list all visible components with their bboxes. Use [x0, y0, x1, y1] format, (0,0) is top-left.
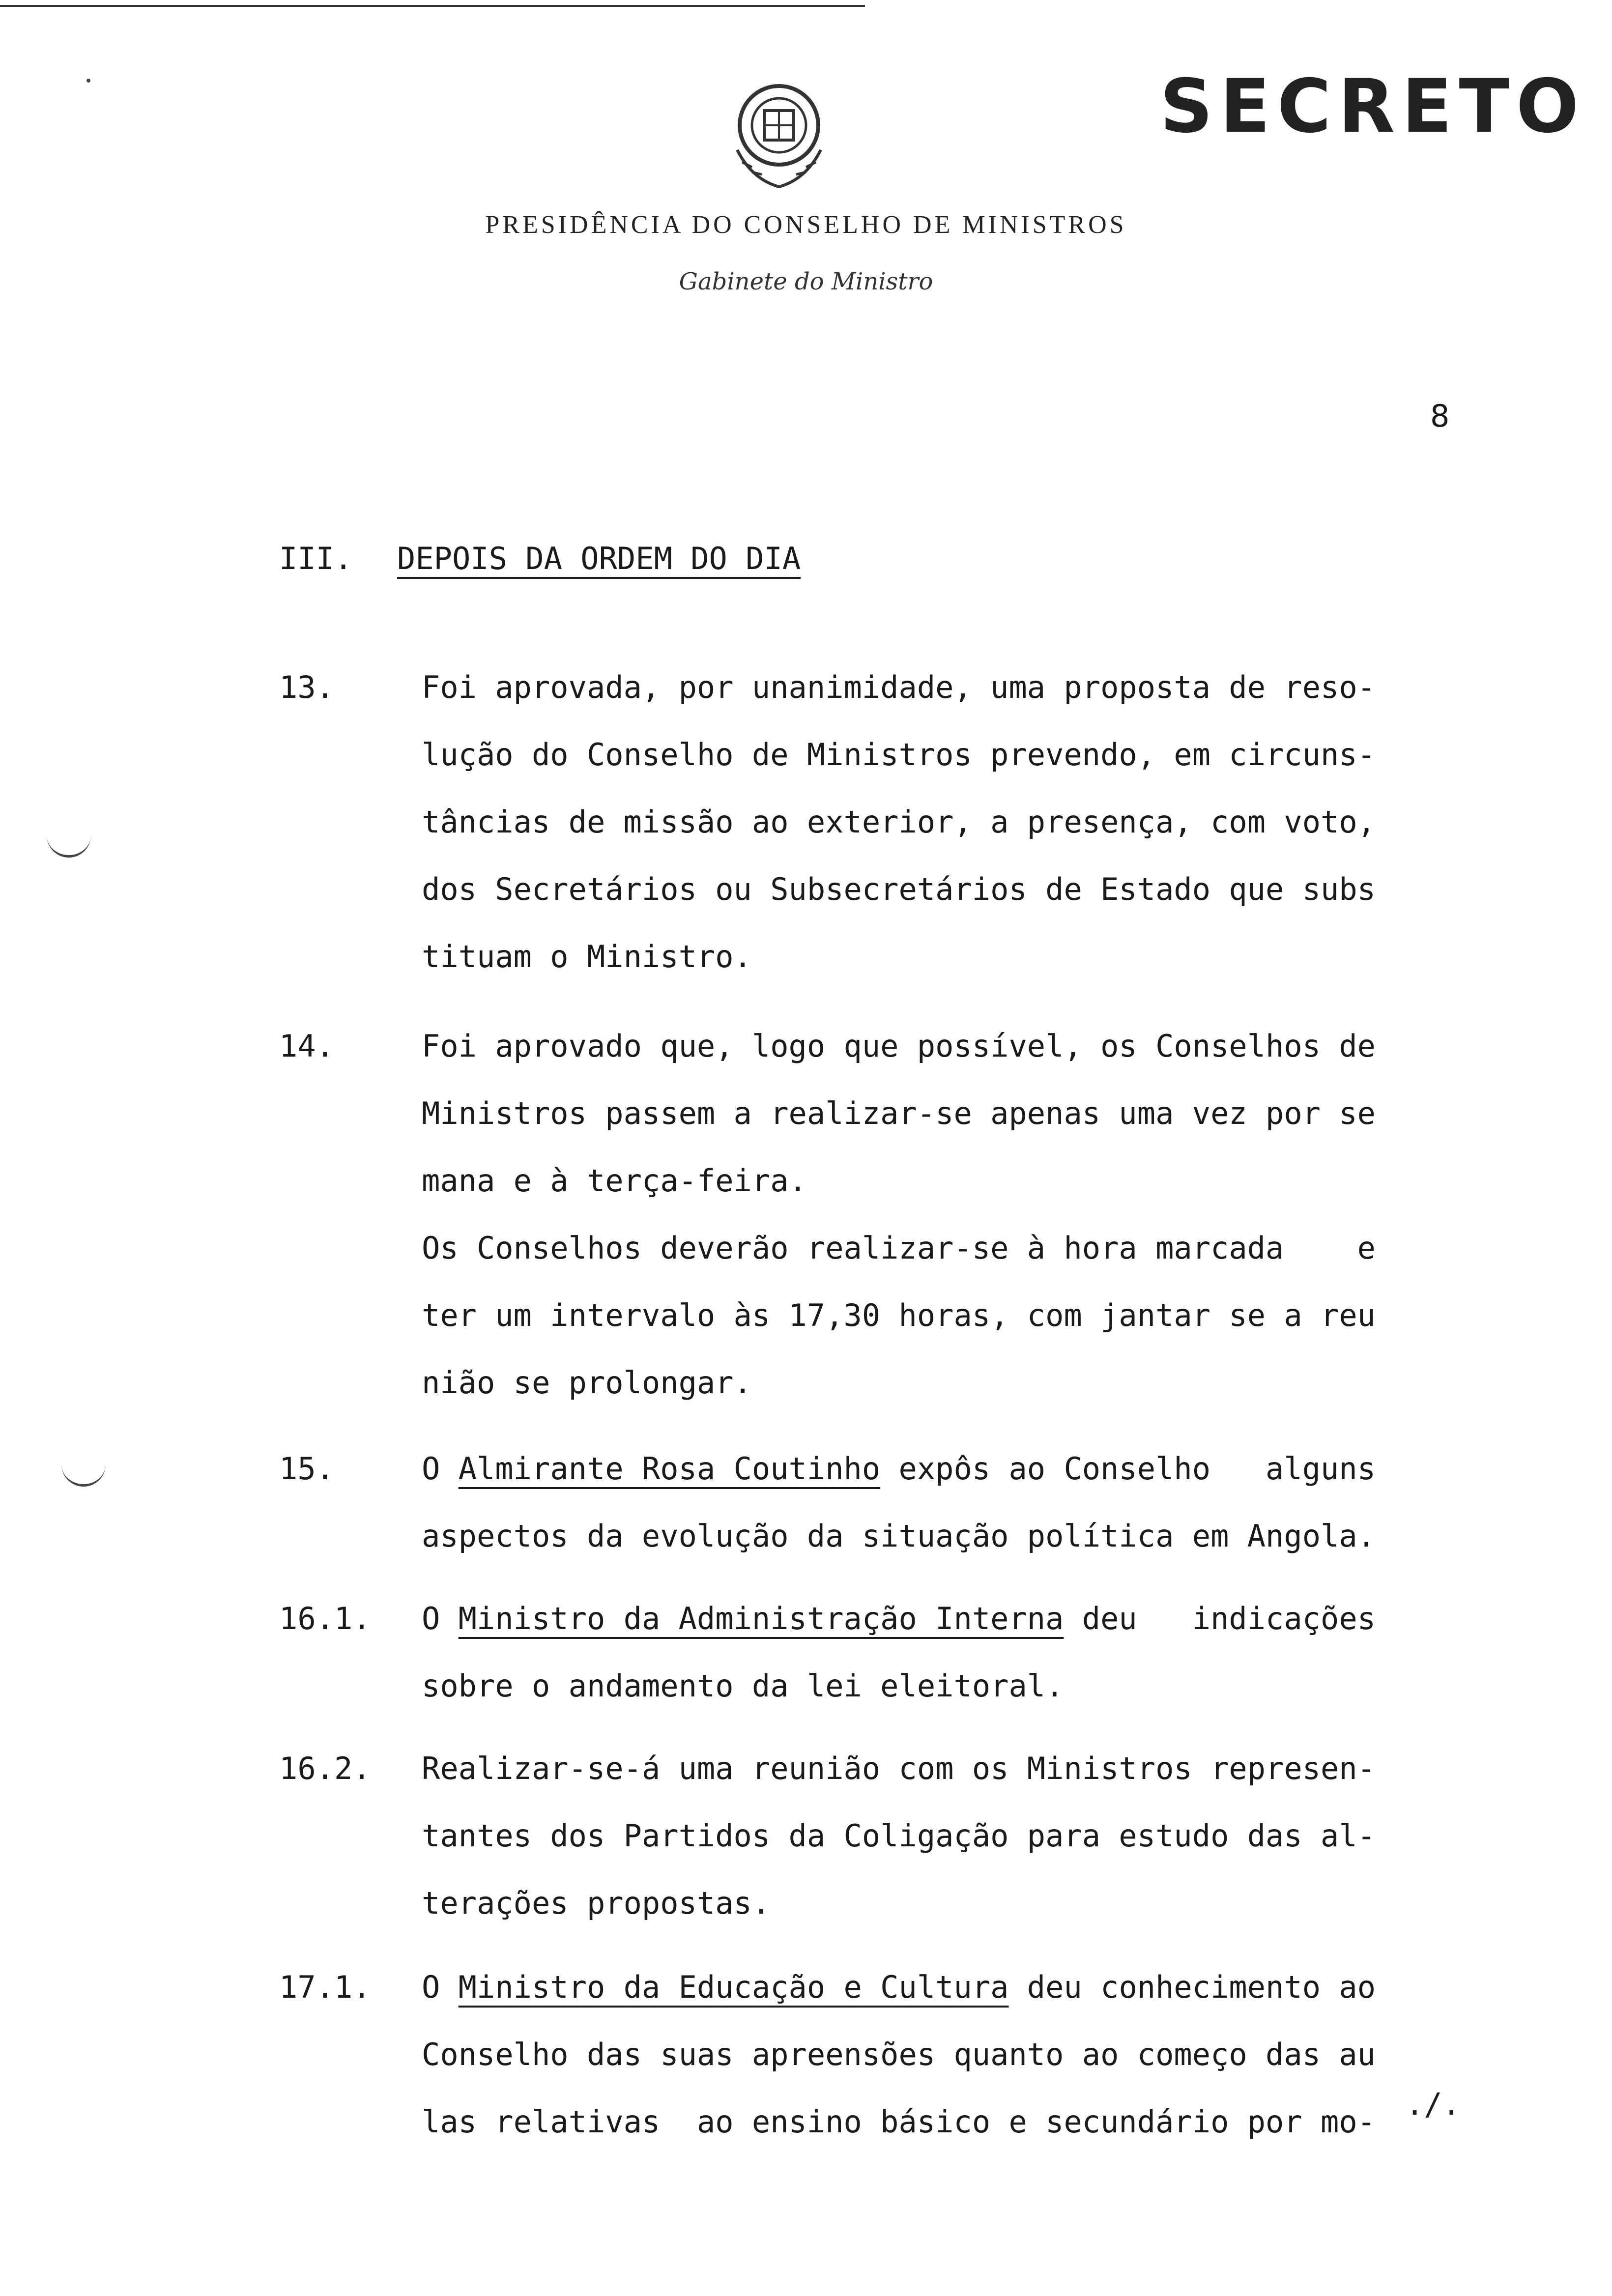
institution-heading: PRESIDÊNCIA DO CONSELHO DE MINISTROS: [485, 211, 1127, 239]
margin-mark: [61, 1464, 106, 1487]
classification-stamp: SECRETO: [1160, 64, 1586, 149]
item-line: aspectos da evolução da situação política em Angola.: [422, 1518, 1376, 1554]
item-line: Foi aprovado que, logo que possível, os Conselhos de: [422, 1028, 1376, 1064]
item-subject: Almirante Rosa Coutinho: [458, 1451, 881, 1487]
margin-mark: [47, 835, 91, 858]
item-line: O Ministro da Administração Interna deu indicações: [422, 1601, 1376, 1636]
item-subject: Ministro da Educação e Cultura: [458, 1969, 1009, 2005]
item-line: terações propostas.: [422, 1885, 771, 1921]
item-line: nião se prolongar.: [422, 1365, 752, 1401]
office-subheading: Gabinete do Ministro: [679, 268, 933, 295]
coat-of-arms-icon: [722, 76, 835, 194]
item-text: [422, 654, 1503, 990]
item-line: O Almirante Rosa Coutinho expôs ao Conselho alguns: [422, 1451, 1376, 1487]
item-number: 16.1.: [279, 1601, 371, 1636]
item-text: [422, 1435, 1503, 1570]
paper-speck: [86, 79, 90, 83]
item-text: [422, 1012, 1503, 1416]
item-line: lução do Conselho de Ministros prevendo, em circuns-: [422, 737, 1376, 773]
item-line: O Ministro da Educação e Cultura deu conhecimento ao: [422, 1969, 1376, 2005]
item-line: mana e à terça-feira.: [422, 1163, 807, 1199]
item-line: Conselho das suas apreensões quanto ao começo das au: [422, 2037, 1376, 2072]
item-line: tâncias de missão ao exterior, a presença, com voto,: [422, 804, 1376, 840]
section-heading: [279, 541, 801, 576]
section-number: III.: [279, 541, 353, 576]
item-line: Ministros passem a realizar-se apenas uma vez por se: [422, 1095, 1376, 1131]
item-number: 14.: [279, 1028, 334, 1064]
item-line: sobre o andamento da lei eleitoral.: [422, 1668, 1064, 1704]
top-rule: [0, 5, 865, 7]
continuation-mark: ./.: [1406, 2086, 1461, 2122]
page-number: 8: [1430, 398, 1450, 434]
item-line: las relativas ao ensino básico e secundário por mo-: [422, 2104, 1376, 2140]
item-line: tantes dos Partidos da Coligação para estudo das al-: [422, 1818, 1376, 1854]
section-title: DEPOIS DA ORDEM DO DIA: [397, 541, 801, 576]
item-text: [422, 1953, 1503, 2155]
item-number: 15.: [279, 1451, 334, 1487]
item-line: dos Secretários ou Subsecretários de Estado que subs: [422, 871, 1376, 907]
item-text: [422, 1585, 1503, 1720]
item-text: [422, 1735, 1503, 1937]
item-number: 16.2.: [279, 1751, 371, 1786]
item-line: ter um intervalo às 17,30 horas, com jantar se a reu: [422, 1297, 1376, 1333]
item-number: 13.: [279, 669, 334, 705]
item-subject: Ministro da Administração Interna: [458, 1601, 1064, 1636]
item-number: 17.1.: [279, 1969, 371, 2005]
item-line: Os Conselhos deverão realizar-se à hora marcada e: [422, 1230, 1376, 1266]
item-line: Realizar-se-á uma reunião com os Ministros represen-: [422, 1751, 1376, 1786]
item-line: Foi aprovada, por unanimidade, uma proposta de reso-: [422, 669, 1376, 705]
item-line: tituam o Ministro.: [422, 939, 752, 975]
